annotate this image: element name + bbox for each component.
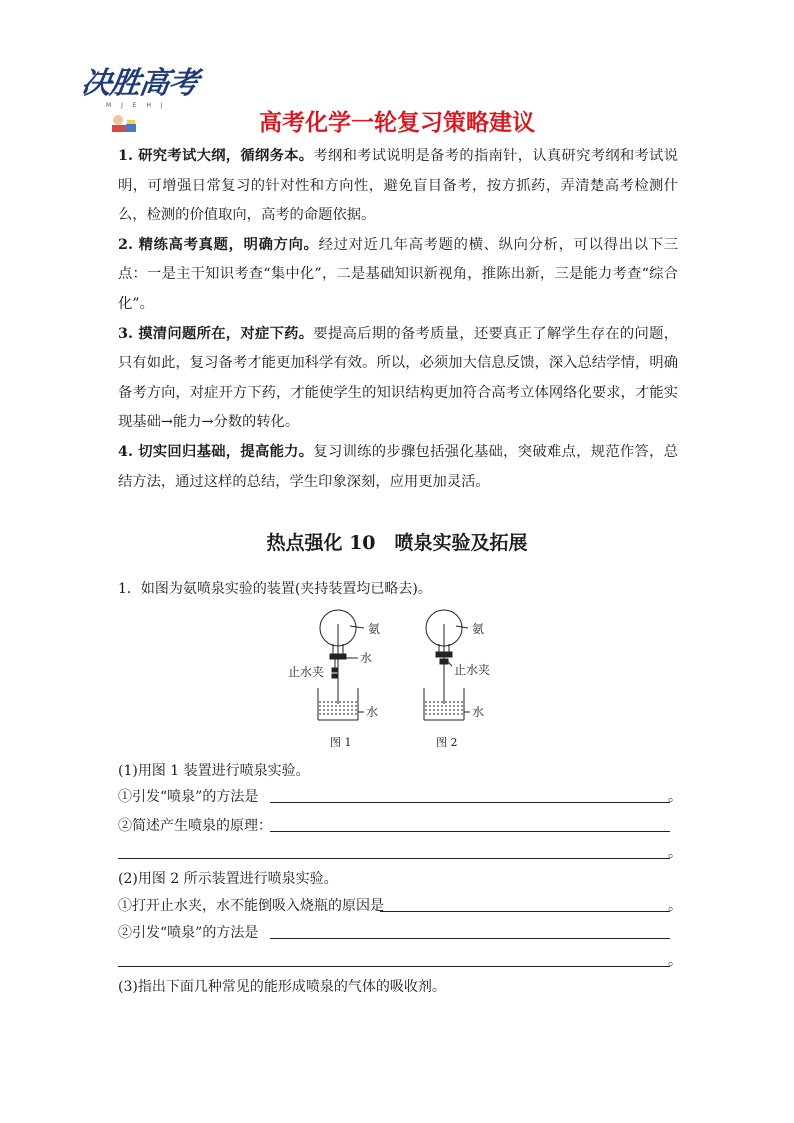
strategy-lead: 2. 精练高考真题，明确方向。 — [118, 236, 319, 253]
answer-blank[interactable] — [380, 897, 670, 912]
label-ammonia-1: 氨 — [368, 622, 381, 636]
answer-row — [118, 895, 682, 915]
answer-blank[interactable] — [270, 924, 670, 939]
question-text: ②引发“喷泉”的方法是 — [118, 925, 259, 941]
label-clamp-1: 止水夹 — [288, 665, 325, 679]
answer-blank[interactable] — [118, 952, 670, 967]
question-intro: 1．如图为氨喷泉实验的装置(夹持装置均已略去)。 — [118, 581, 432, 597]
answer-blank[interactable] — [270, 788, 670, 803]
label-water-1: 水 — [360, 651, 373, 665]
period: 。 — [668, 845, 682, 861]
page-title: 高考化学一轮复习策略建议 — [259, 110, 535, 136]
strategy-body: 经过对近几年高考题的横、纵向分析，可以得出以下三点：一是主干知识考查“集中化”，二是基础知识新视角，推陈出新，三是能力考查“综合化”。 — [118, 236, 678, 312]
logo-subtext: M J E H J — [106, 102, 167, 109]
label-beaker-water-2: 水 — [472, 705, 485, 719]
strategy-lead: 4. 切实回归基础，提高能力。 — [118, 443, 314, 460]
label-beaker-water-1: 水 — [366, 705, 379, 719]
strategy-body: 要提高后期的备考质量，还要真正了解学生存在的问题，只有如此，复习备考才能更加科学有效。所以，必须加大信息反馈，深入总结学情，明确备考方向，对症开方下药，才能使学生的知识结构更加符合高考立体网络化要求，才能实现基础→能力→分数的转化。 — [118, 325, 679, 431]
question-text: ①打开止水夹，水不能倒吸入烧瓶的原因是 — [118, 898, 384, 914]
label-ammonia-2: 氨 — [472, 622, 485, 636]
period: 。 — [668, 898, 682, 914]
logo-text: 决胜高考 — [79, 66, 200, 101]
period: 。 — [668, 789, 682, 805]
strategy-body: 复习训练的步骤包括强化基础，突破难点，规范作答，总结方法，通过这样的总结，学生印象深刻，应用更加灵活。 — [118, 443, 679, 490]
part-3-heading: (3)指出下面几种常见的能形成喷泉的气体的吸收剂。 — [118, 979, 446, 995]
fig1-caption: 图 1 — [330, 736, 352, 749]
answer-row — [118, 950, 682, 970]
strategy-item — [118, 231, 678, 320]
label-clamp-2: 止水夹 — [454, 663, 491, 677]
strategy-lead: 3. 摸清问题所在，对症下药。 — [118, 325, 314, 342]
answer-blank[interactable] — [118, 844, 670, 859]
answer-row — [118, 842, 682, 862]
part-1-heading: (1)用图 1 装置进行喷泉实验。 — [118, 763, 310, 779]
strategy-body: 考纲和考试说明是备考的指南针，认真研究考纲和考试说明，可增强日常复习的针对性和方向性，避免盲目备考，按方抓药，弄清楚高考检测什么，检测的价值取向，高考的命题依据。 — [118, 148, 679, 224]
question-text: ①引发“喷泉”的方法是 — [118, 789, 259, 805]
strategy-item — [118, 320, 678, 438]
fountain-apparatus-figure — [288, 604, 508, 754]
strategy-list — [118, 142, 678, 497]
strategy-item — [118, 438, 678, 497]
part-2-heading: (2)用图 2 所示装置进行喷泉实验。 — [118, 871, 338, 887]
strategy-item — [118, 142, 678, 231]
figure-1 — [318, 610, 364, 720]
answer-row — [118, 815, 682, 835]
period: 。 — [668, 953, 682, 969]
answer-row — [118, 922, 682, 942]
section-title: 热点强化 10 喷泉实验及拓展 — [266, 532, 528, 554]
answer-blank[interactable] — [270, 817, 670, 832]
question-text: ②简述产生喷泉的原理： — [118, 818, 272, 834]
answer-row — [118, 786, 682, 806]
fig2-caption: 图 2 — [436, 736, 458, 749]
strategy-lead: 1. 研究考试大纲，循纲务本。 — [118, 148, 314, 164]
